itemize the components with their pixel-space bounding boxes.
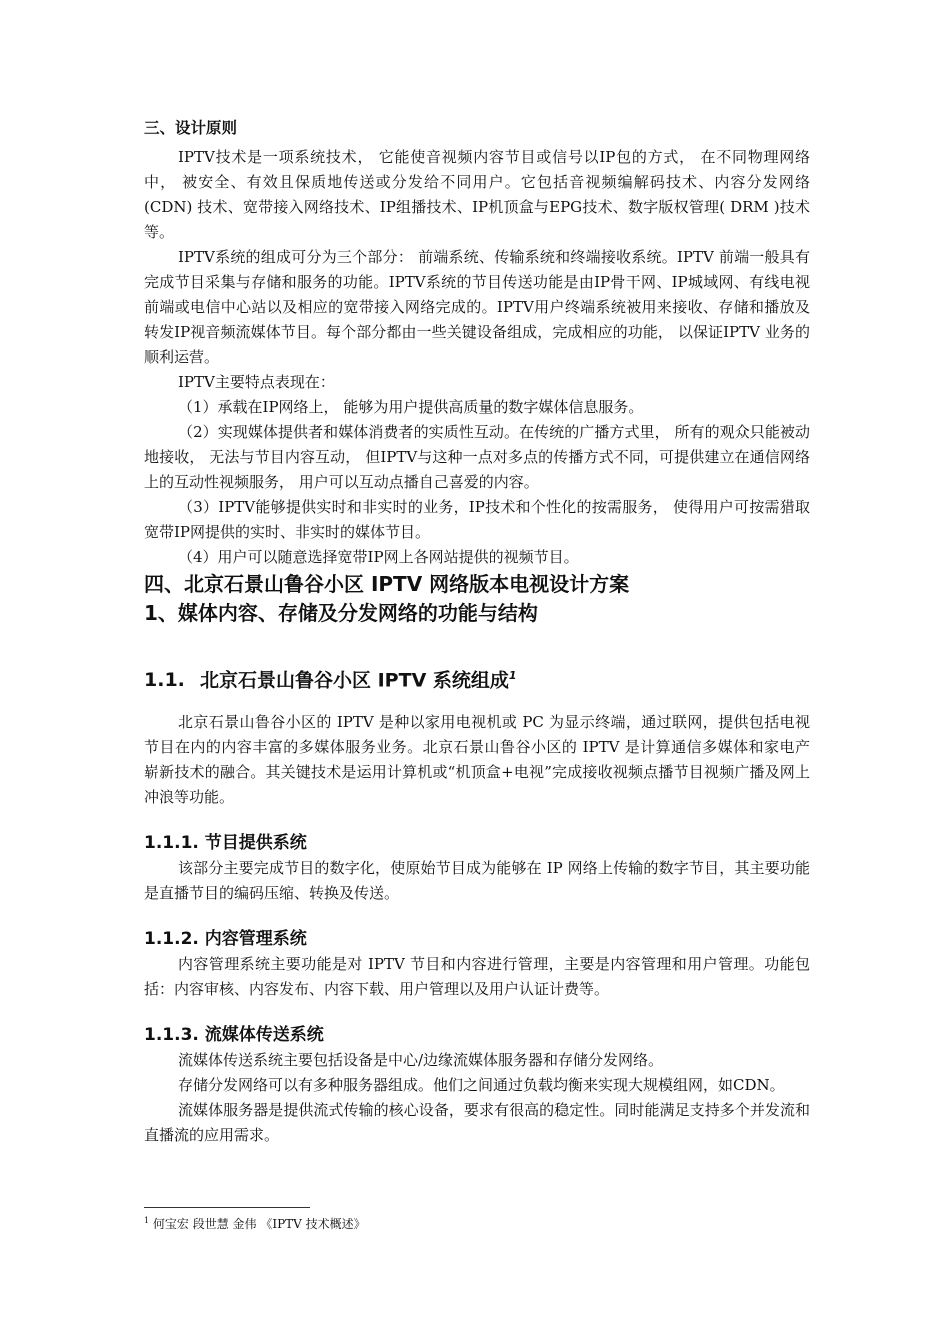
subsection-1-heading: 1、媒体内容、存储及分发网络的功能与结构 — [144, 601, 538, 625]
heading-1-1-2-paragraph: 内容管理系统主要功能是对 IPTV 节目和内容进行管理，主要是内容管理和用户管理。功能包括：内容审核、内容发布、内容下载、用户管理以及用户认证计费等。 — [144, 955, 810, 999]
heading-1-1-1-paragraph: 该部分主要完成节目的数字化，使原始节目成为能够在 IP 网络上传输的数字节目，其主要功能是直播节目的编码压缩、转换及传送。 — [144, 859, 810, 903]
footnote-reference[interactable]: 1 — [508, 669, 517, 682]
section-3-paragraph-2: IPTV系统的组成可分为三个部分： 前端系统、传输系统和终端接收系统。IPTV 前端一般具有完成节目采集与存储和服务的功能。IPTV系统的节目传送功能是由IP骨干网、IP城域网、有线电视前端或电信中心站以及相应的宽带接入网络完成的。IPTV用户终端系统被用来接收、存储和播放及转发IP视音频流媒体节目。每个部分都由一些关键设备组成，完成相应的功能， 以保证IPTV 业务的顺利运营。 — [144, 248, 810, 366]
heading-1-1-3-paragraph-1: 流媒体传送系统主要包括设备是中心/边缘流媒体服务器和存储分发网络。 — [178, 1051, 664, 1070]
section-3-heading: 三、设计原则 — [144, 119, 238, 137]
heading-1-1-3: 1.1.3. 流媒体传送系统 — [144, 1025, 324, 1046]
heading-1-1-paragraph: 北京石景山鲁谷小区的 IPTV 是种以家用电视机或 PC 为显示终端，通过联网，提供包括电视节目在内的内容丰富的多媒体服务业务。北京石景山鲁谷小区的 IPTV 是计算通信多媒体和家电产 崭新技术的融合。其关键技术是运用计算机或“机顶盒+电视”完成接收视频点播节目视频广播及网上冲浪等功能。 — [144, 713, 810, 807]
heading-1-1-3-paragraph-3: 流媒体服务器是提供流式传输的核心设备，要求有很高的稳定性。同时能满足支持多个并发流和直播流的应用需求。 — [144, 1101, 810, 1145]
feature-item: （2）实现媒体提供者和媒体消费者的实质性互动。在传统的广播方式里， 所有的观众只能被动地接收， 无法与节目内容互动， 但IPTV与这种一点对多点的传播方式不同，可提供建立在通信网络上的互动性视频服务， 用户可以互动点播自己喜爱的内容。 — [144, 423, 810, 491]
heading-1-1 — [144, 662, 810, 694]
feature-item: （1）承载在IP网络上， 能够为用户提供高质量的数字媒体信息服务。 — [178, 398, 644, 416]
footnote-mark: 1 — [144, 1216, 150, 1225]
heading-1-1-1: 1.1.1. 节目提供系统 — [144, 833, 307, 854]
heading-1-1-2: 1.1.2. 内容管理系统 — [144, 929, 307, 950]
section-3-paragraph-1: IPTV技术是一项系统技术， 它能使音视频内容节目或信号以IP包的方式， 在不同物理网络中， 被安全、有效且保质地传送或分发给不同用户。它包括音视频编解码技术、内容分发网络(CDN) 技术、宽带接入网络技术、IP组播技术、IP机顶盒与EPG技术、数字版权管理( DRM )技术等。 — [144, 148, 810, 241]
heading-1-1-3-paragraph-2: 存储分发网络可以有多种服务器组成。他们之间通过负载均衡来实现大规模组网，如CDN。 — [178, 1076, 785, 1095]
section-4-heading: 四、北京石景山鲁谷小区 IPTV 网络版本电视设计方案 — [144, 572, 630, 596]
footnote — [144, 1212, 366, 1233]
footnote-divider — [144, 1207, 310, 1208]
feature-item: （4）用户可以随意选择宽带IP网上各网站提供的视频节目。 — [178, 548, 579, 566]
feature-item: （3）IPTV能够提供实时和非实时的业务，IP技术和个性化的按需服务， 使得用户可按需猎取宽带IP网提供的实时、非实时的媒体节目。 — [144, 498, 810, 541]
footnote-text: 何宝宏 段世慧 金伟 《IPTV 技术概述》 — [152, 1217, 366, 1231]
heading-1-1-number: 1.1. — [144, 669, 185, 692]
page-content — [144, 116, 810, 1148]
feature-list — [144, 395, 810, 570]
heading-1-1-text: 北京石景山鲁谷小区 IPTV 系统组成 — [200, 669, 509, 692]
section-3-paragraph-3: IPTV主要特点表现在： — [178, 373, 335, 391]
